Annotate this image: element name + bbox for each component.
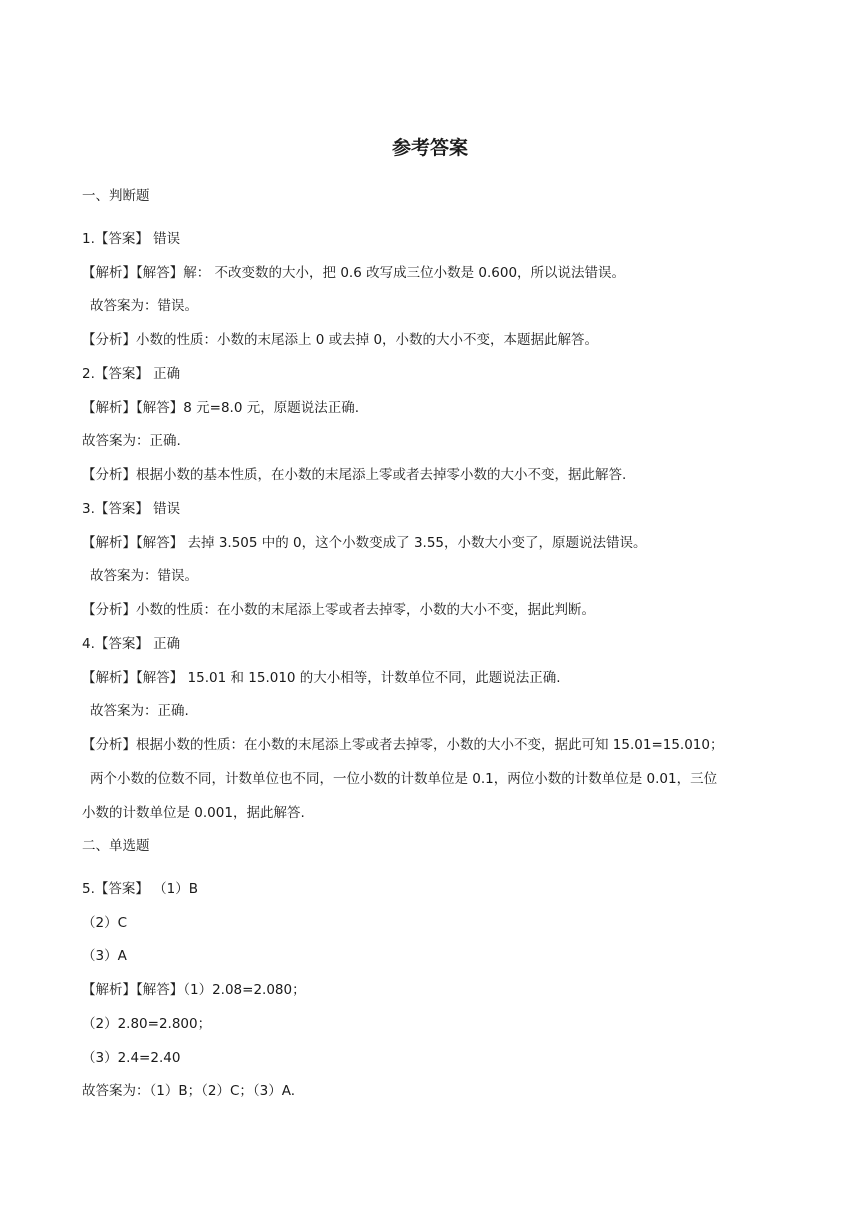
q4-answer: 4.【答案】 正确 [82,636,181,652]
q5-answer-3: （3）A [82,948,127,964]
q2-conclusion: 故答案为：正确. [82,433,181,449]
q4-analysis: 【分析】根据小数的性质：在小数的末尾添上零或者去掉零，小数的大小不变，据此可知 15.01=15.010； [82,737,724,753]
q5-explanation-2: （2）2.80=2.800； [82,1016,212,1032]
q1-answer: 1.【答案】 错误 [82,231,181,247]
section-heading-single-choice: 二、单选题 [82,838,150,854]
q3-answer: 3.【答案】 错误 [82,501,181,517]
page-title: 参考答案 [391,137,468,159]
q5-answer: 5.【答案】 （1）B [82,881,199,897]
q5-conclusion: 故答案为：（1）B；（2）C；（3）A. [82,1083,295,1099]
q3-conclusion: 故答案为：错误。 [90,568,198,584]
q4-analysis-cont-2: 小数的计数单位是 0.001，据此解答. [82,805,305,821]
q4-analysis-cont: 两个小数的位数不同，计数单位也不同，一位小数的计数单位是 0.1，两位小数的计数单位是 0.01，三位 [90,771,718,787]
q1-explanation: 【解析】【解答】解： 不改变数的大小，把 0.6 改写成三位小数是 0.600，所以说法错误。 [82,265,626,281]
q5-explanation-3: （3）2.4=2.40 [82,1050,181,1066]
q3-explanation: 【解析】【解答】 去掉 3.505 中的 0，这个小数变成了 3.55，小数大小变了，原题说法错误。 [82,535,647,551]
q5-explanation: 【解析】【解答】（1）2.08=2.080； [82,982,306,998]
q1-analysis: 【分析】小数的性质：小数的末尾添上 0 或去掉 0，小数的大小不变，本题据此解答。 [82,332,599,348]
q2-answer: 2.【答案】 正确 [82,366,181,382]
q4-explanation: 【解析】【解答】 15.01 和 15.010 的大小相等，计数单位不同，此题说法正确. [82,670,561,686]
q2-explanation: 【解析】【解答】8 元=8.0 元，原题说法正确. [82,400,359,416]
section-heading-judgement: 一、判断题 [82,188,150,204]
q4-conclusion: 故答案为：正确. [90,703,189,719]
q5-answer-2: （2）C [82,915,128,931]
q2-analysis: 【分析】根据小数的基本性质，在小数的末尾添上零或者去掉零小数的大小不变，据此解答. [82,467,627,483]
q1-conclusion: 故答案为：错误。 [90,298,198,314]
q3-analysis: 【分析】小数的性质：在小数的末尾添上零或者去掉零，小数的大小不变，据此判断。 [82,602,595,618]
